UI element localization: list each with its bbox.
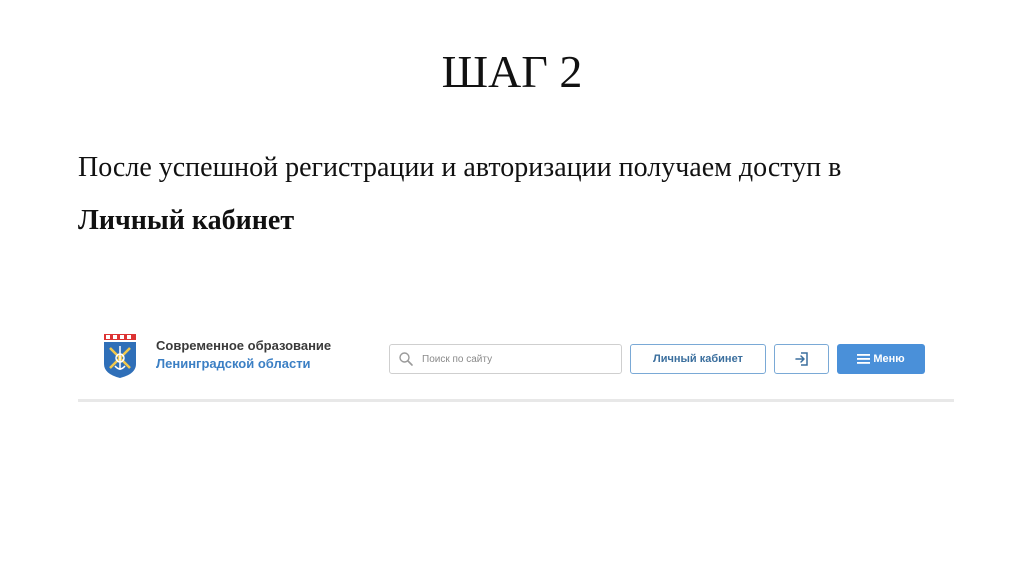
logo-title[interactable]: Современное образование xyxy=(156,338,332,353)
site-header-screenshot xyxy=(78,326,954,398)
search-box[interactable] xyxy=(389,344,622,374)
menu-button[interactable] xyxy=(837,344,925,374)
slide-text-bold: Личный кабинет xyxy=(78,205,295,236)
menu-button-label: Меню xyxy=(873,353,905,365)
logo-subtitle[interactable]: Ленинградской области xyxy=(156,356,311,371)
search-input[interactable] xyxy=(422,354,612,365)
login-icon xyxy=(794,351,810,367)
hamburger-icon xyxy=(857,354,870,364)
search-icon[interactable] xyxy=(398,351,414,367)
slide-title: ШАГ 2 xyxy=(441,46,583,97)
personal-cabinet-button[interactable]: Личный кабинет xyxy=(630,344,766,374)
header-divider xyxy=(78,399,954,402)
login-button[interactable] xyxy=(774,344,829,374)
slide-text: После успешной регистрации и авторизации получаем доступ в xyxy=(78,152,842,183)
coat-of-arms-icon xyxy=(102,334,138,378)
